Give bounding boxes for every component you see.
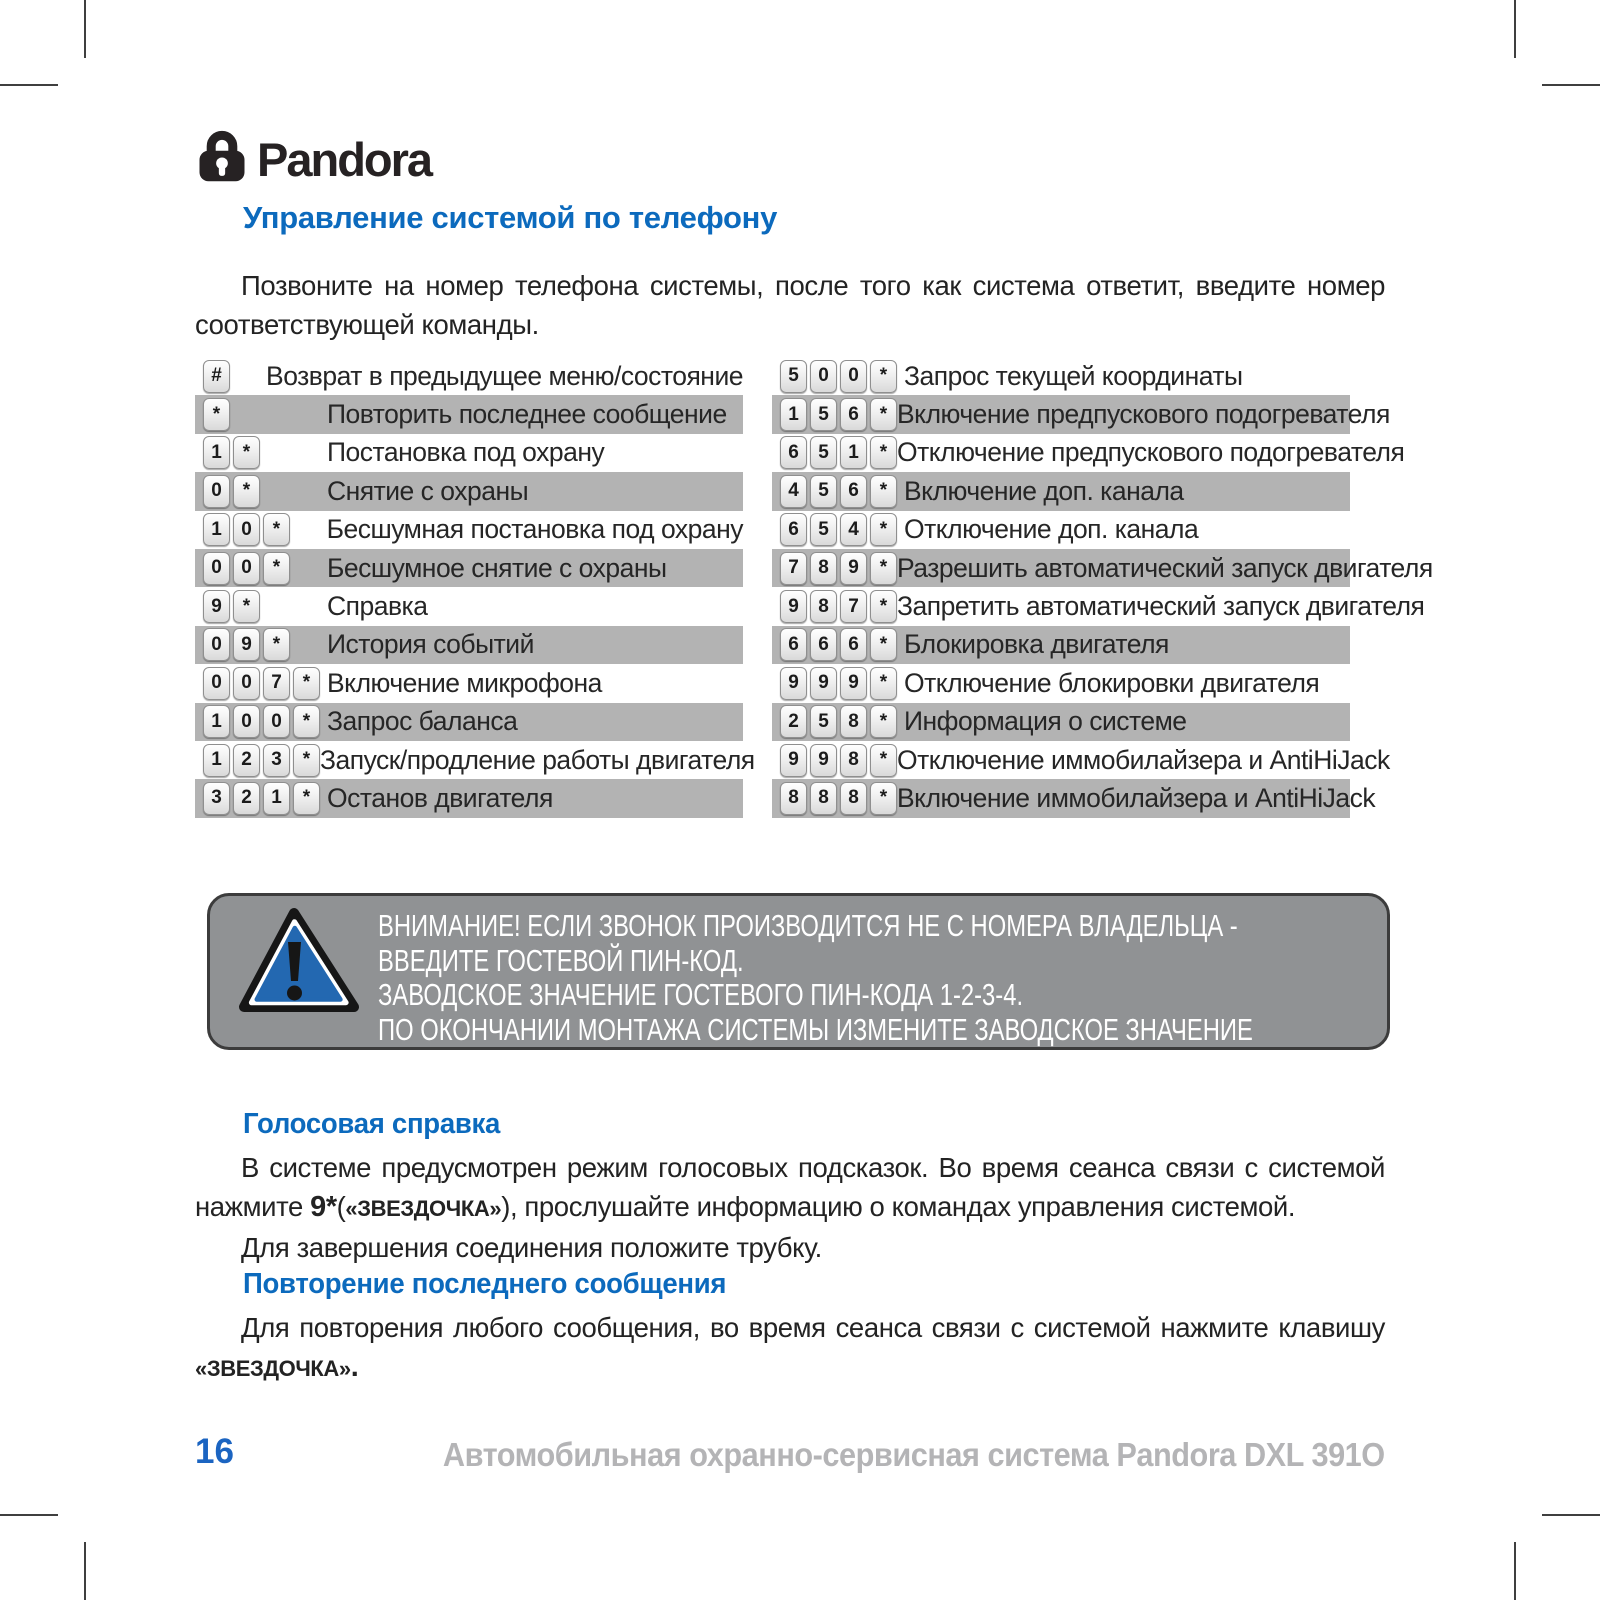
command-label: Запретить автоматический запуск двигателя [897,591,1425,622]
dial-keys [203,628,327,661]
logo-wordmark: Pandora [257,133,432,186]
dial-keys [780,513,904,546]
warning-line: ПО ОКОНЧАНИИ МОНТАЖА СИСТЕМЫ ИЗМЕНИТЕ ЗАВОДСКОЕ ЗНАЧЕНИЕ [378,1012,1253,1047]
dial-key-star: * [233,475,260,508]
command-table-right [772,357,1433,818]
dial-key-star: * [293,782,320,815]
warning-line: ВНИМАНИЕ! ЕСЛИ ЗВОНОК ПРОИЗВОДИТСЯ НЕ С НОМЕРА ВЛАДЕЛЬЦА - [378,909,1238,943]
dial-keys [780,398,897,431]
command-row [195,779,743,817]
dial-key-star: * [263,552,290,585]
dial-key-4: 4 [840,513,867,546]
dial-keys [203,360,266,393]
crop-mark [84,0,86,58]
dial-key-star: * [870,436,897,469]
dial-key-5: 5 [810,436,837,469]
dial-keys [780,436,897,469]
dial-keys [203,667,327,700]
dial-key-star: * [293,667,320,700]
command-row [195,664,743,702]
command-label: Отключение блокировки двигателя [904,667,1320,698]
dial-key-8: 8 [810,782,837,815]
command-label: Блокировка двигателя [904,629,1169,660]
command-row [195,357,743,395]
text-segment: ( [336,1191,346,1222]
dial-key-6: 6 [840,628,867,661]
dial-keys [780,782,897,815]
command-label: Возврат в предыдущее меню/состояние [266,360,743,391]
command-row [195,472,743,510]
text-segment: 9* [310,1191,337,1223]
command-label: Запрос баланса [327,706,518,737]
command-label: Включение предпускового подогревателя [897,399,1390,430]
section-title-repeat-message: Повторение последнего сообщения [243,1268,727,1300]
command-table-left [195,357,755,818]
dial-key-9: 9 [780,667,807,700]
dial-key-7: 7 [840,590,867,623]
dial-key-9: 9 [840,552,867,585]
intro-text: Позвоните на номер телефона системы, после того как система ответит, введите номер соответствующей команды. [195,270,1385,340]
dial-key-0: 0 [233,667,260,700]
dial-key-1: 1 [203,705,230,738]
command-label: Справка [327,591,428,622]
command-row [195,511,743,549]
dial-key-1: 1 [263,782,290,815]
dial-key-star: * [293,705,320,738]
command-label: Включение микрофона [327,667,602,698]
dial-key-0: 0 [840,360,867,393]
dial-keys [203,398,327,431]
command-label: Бесшумная постановка под охрану [326,514,743,545]
dial-key-7: 7 [263,667,290,700]
dial-key-6: 6 [780,513,807,546]
section-body-voice-help [195,1148,1385,1267]
command-row [195,626,743,664]
dial-key-8: 8 [780,782,807,815]
dial-key-9: 9 [810,667,837,700]
padlock-icon [195,130,249,189]
crop-mark [1542,84,1600,86]
dial-key-2: 2 [780,705,807,738]
dial-key-0: 0 [263,705,290,738]
command-label: Постановка под охрану [327,437,605,468]
dial-keys [780,705,904,738]
dial-key-0: 0 [233,552,260,585]
dial-key-star: * [870,360,897,393]
command-row [195,434,743,472]
dial-keys [203,782,327,815]
dial-key-0: 0 [810,360,837,393]
dial-key-1: 1 [203,744,230,777]
section-body-repeat-message [195,1308,1385,1388]
dial-key-star: * [293,744,320,777]
text-segment: «ЗВЕЗДОЧКА» [195,1356,351,1381]
command-label: Отключение иммобилайзера и AntiHiJack [897,744,1390,775]
dial-keys [203,552,327,585]
crop-mark [0,1514,58,1516]
dial-key-5: 5 [810,398,837,431]
command-row [772,472,1350,510]
text-segment: «ЗВЕЗДОЧКА» [345,1196,502,1221]
intro-paragraph [195,266,1385,344]
page-title: Управление системой по телефону [243,200,778,235]
command-row [772,587,1425,625]
dial-keys [203,705,327,738]
dial-key-star: * [870,513,897,546]
dial-key-star: * [870,667,897,700]
command-row [772,395,1390,433]
dial-key-1: 1 [203,513,230,546]
command-label: Запуск/продление работы двигателя [320,744,755,775]
dial-keys [780,667,904,700]
dial-keys [780,744,897,777]
command-label: История событий [327,629,534,660]
dial-keys [203,513,327,546]
warning-text [378,909,1562,1047]
command-row [772,434,1405,472]
dial-key-0: 0 [203,552,230,585]
command-row [195,741,755,779]
dial-keys [203,744,320,777]
section-paragraph [195,1308,1385,1388]
dial-key-3: 3 [203,782,230,815]
dial-key-star: * [870,398,897,431]
dial-keys [780,360,904,393]
dial-key-star: * [870,782,897,815]
command-row [195,703,743,741]
dial-keys [780,475,904,508]
dial-key-8: 8 [840,782,867,815]
dial-key-5: 5 [780,360,807,393]
dial-key-0: 0 [233,705,260,738]
dial-keys [780,628,904,661]
text-segment: . [350,1351,359,1383]
dial-key-star: * [870,590,897,623]
dial-keys [203,590,327,623]
text-segment: Для завершения соединения положите трубку. [241,1232,822,1263]
dial-key-9: 9 [780,590,807,623]
command-row [772,779,1376,817]
command-row [772,511,1350,549]
crop-mark [1542,1514,1600,1516]
dial-key-5: 5 [810,475,837,508]
dial-key-6: 6 [780,628,807,661]
command-label: Отключение доп. канала [904,514,1199,545]
dial-key-8: 8 [810,590,837,623]
command-row [772,664,1350,702]
dial-key-9: 9 [203,590,230,623]
dial-key-2: 2 [233,744,260,777]
crop-mark [1514,1542,1516,1600]
dial-key-0: 0 [203,475,230,508]
dial-key-1: 1 [780,398,807,431]
dial-keys [203,436,327,469]
command-row [772,357,1350,395]
dial-key-8: 8 [840,705,867,738]
command-label: Снятие с охраны [327,475,529,506]
dial-key-hash: # [203,360,230,393]
dial-key-star: * [233,436,260,469]
dial-key-9: 9 [810,744,837,777]
dial-key-star: * [203,398,230,431]
command-row [772,549,1433,587]
command-row [772,703,1350,741]
section-title-voice-help: Голосовая справка [243,1108,501,1140]
dial-key-5: 5 [810,513,837,546]
dial-key-9: 9 [780,744,807,777]
dial-key-2: 2 [233,782,260,815]
command-label: Включение иммобилайзера и AntiHiJack [897,782,1376,813]
dial-key-0: 0 [203,628,230,661]
dial-key-0: 0 [233,513,260,546]
dial-key-6: 6 [810,628,837,661]
warning-line: ВВЕДИТЕ ГОСТЕВОЙ ПИН-КОД. [378,943,744,978]
command-label: Информация о системе [904,706,1187,737]
dial-key-3: 3 [263,744,290,777]
dial-key-9: 9 [840,667,867,700]
text-segment: В системе предусмотрен режим голосовых подсказок. Во время сеанса связи с системой нажмите [195,1152,1385,1222]
dial-key-star: * [870,628,897,661]
dial-key-0: 0 [203,667,230,700]
command-label: Останов двигателя [327,782,553,813]
dial-key-4: 4 [780,475,807,508]
dial-key-star: * [870,744,897,777]
dial-key-8: 8 [840,744,867,777]
dial-key-9: 9 [233,628,260,661]
footer-title: Автомобильная охранно-сервисная система Pandora DXL 391O [443,1436,1385,1473]
dial-key-star: * [233,590,260,623]
dial-key-star: * [870,475,897,508]
dial-keys [780,590,897,623]
crop-mark [84,1542,86,1600]
pandora-logo [195,130,431,189]
dial-key-star: * [263,628,290,661]
page-number: 16 [195,1432,234,1471]
command-row [772,741,1390,779]
command-label: Бесшумное снятие с охраны [327,552,667,583]
command-label: Отключение предпускового подогревателя [897,437,1405,468]
dial-key-6: 6 [780,436,807,469]
crop-mark [0,84,58,86]
dial-key-star: * [263,513,290,546]
dial-keys [780,552,897,585]
warning-line: ЗАВОДСКОЕ ЗНАЧЕНИЕ ГОСТЕВОГО ПИН-КОДА 1-2-3-4. [378,978,1024,1012]
command-label: Запрос текущей координаты [904,360,1243,391]
dial-key-5: 5 [810,705,837,738]
command-row [195,587,743,625]
dial-key-6: 6 [840,475,867,508]
crop-mark [1514,0,1516,58]
text-segment: ), прослушайте информацию о командах управления системой. [501,1191,1296,1222]
command-row [195,549,743,587]
command-label: Разрешить автоматический запуск двигателя [897,552,1433,583]
dial-key-star: * [870,705,897,738]
text-segment: Для повторения любого сообщения, во время сеанса связи с системой нажмите клавишу [241,1312,1385,1343]
command-label: Повторить последнее сообщение [327,399,727,430]
dial-key-6: 6 [840,398,867,431]
command-label: Включение доп. канала [904,475,1184,506]
dial-key-7: 7 [780,552,807,585]
dial-keys [203,475,327,508]
command-row [195,395,743,433]
dial-key-1: 1 [840,436,867,469]
section-paragraph [195,1148,1385,1228]
dial-key-8: 8 [810,552,837,585]
warning-box [207,893,1390,1050]
dial-key-1: 1 [203,436,230,469]
dial-key-star: * [870,552,897,585]
section-paragraph [195,1228,1385,1267]
command-row [772,626,1350,664]
